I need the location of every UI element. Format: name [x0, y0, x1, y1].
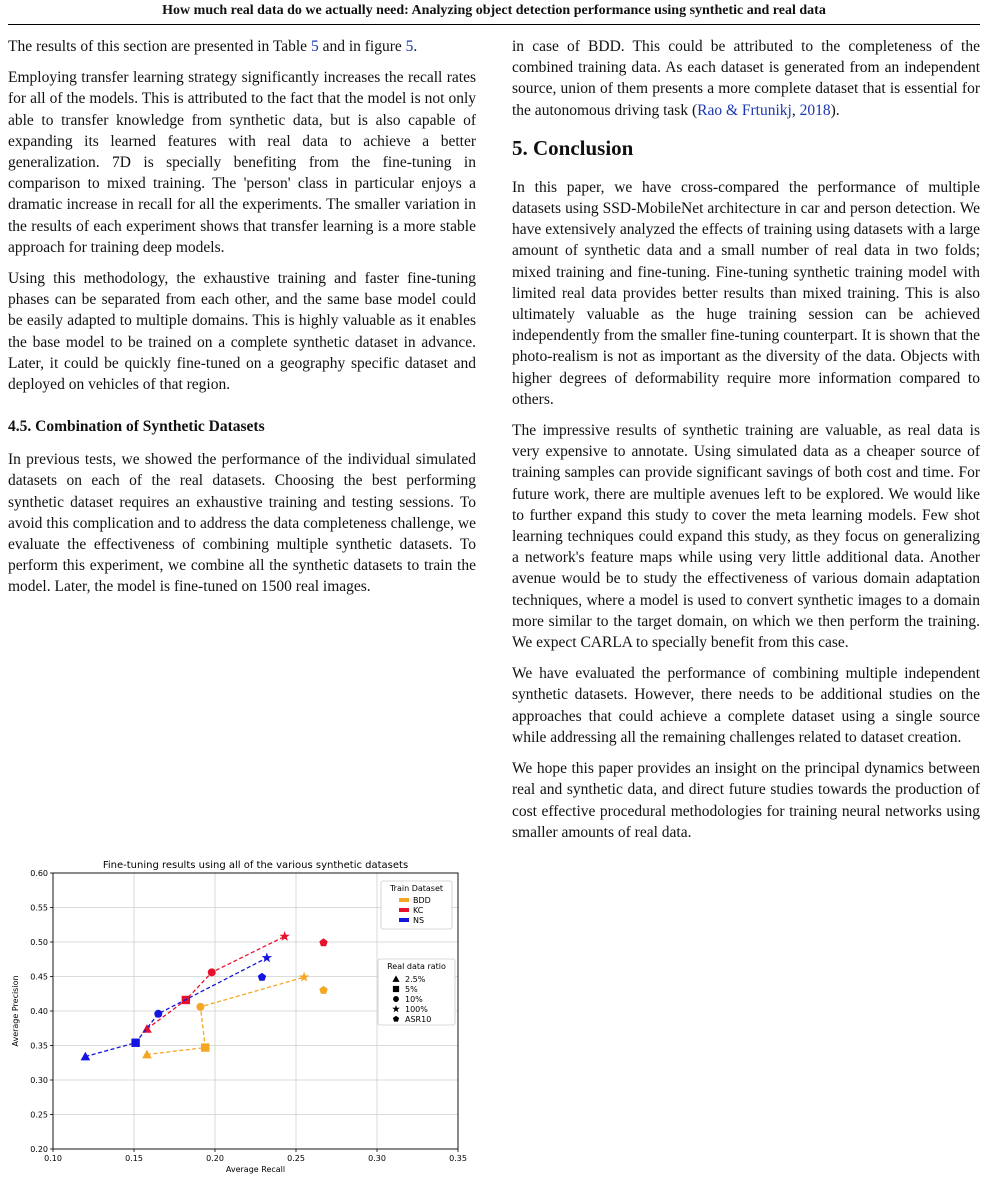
text: The results of this section are presented in Table	[8, 38, 311, 55]
legend-ratio-label: 100%	[405, 1005, 428, 1014]
legend-ratios-title: Real data ratio	[387, 962, 446, 971]
figure-chart	[0, 843, 480, 1181]
legend-ratio-label: ASR10	[405, 1015, 432, 1024]
legend-swatch-bdd	[399, 898, 409, 902]
paragraph: In this paper, we have cross-compared the performance of multiple datasets using SSD-MobileNet architecture in car and person detection. We have extensively analyzed the effects of training using datasets with a large amount of synthetic data and a small number of real data in two folds; mixed training and fine-tuning. Fine-tuning synthetic training model with limited real data provides better results than mixed training. This is also ultimately valuable as the huge training session can be achieved independently from the smaller fine-tuning counterpart. It is shown that the photo-realism is not as important as the diversity of the data. Objects with higher degrees of deformability require more information compared to others.	[512, 178, 980, 408]
data-point-kc-circle	[208, 968, 216, 976]
legend-marker-square	[393, 986, 399, 992]
citation-year-link[interactable]: 2018	[799, 101, 831, 119]
data-point-bdd-square	[201, 1043, 209, 1051]
paragraph: We have evaluated the performance of combining multiple independent synthetic datasets. However, there needs to be additional studies on the approaches that could achieve a complete dataset using a single source while addressing all the remaining challenges related to dataset creation.	[512, 665, 980, 746]
y-tick-label: 0.55	[30, 903, 48, 913]
paragraph: Using this methodology, the exhaustive training and faster fine-tuning phases can be separated from each other, and the same base model could be easily adapted to multiple domains. This is highly valuable as it enables the base model to be trained on a complete synthetic dataset in advance. Later, it could be quickly fine-tuned on a geography specific dataset and deployed on vehicles of that region.	[8, 270, 476, 394]
paragraph	[512, 36, 980, 121]
paragraph: In previous tests, we showed the performance of the individual simulated datasets on each of the real datasets. Choosing the best performing synthetic dataset requires an exhaustive training and testing sessions. To avoid this complication and to address the data completeness challenge, we evaluate the effectiveness of combining multiple synthetic datasets. To perform this experiment, we combine all the synthetic datasets to train the model. Later, the model is fine-tuned on 1500 real images.	[8, 451, 476, 596]
y-tick-label: 0.30	[30, 1076, 48, 1085]
x-tick-label: 0.20	[206, 1154, 224, 1163]
paragraph: The impressive results of synthetic training are valuable, as real data is very expensive to annotate. Using simulated data as a cheaper source of training samples can provide significant savings of both cost and time. For future work, there are multiple avenues left to be explored. We would like to further expand this study to cover the meta learning models. Few shot learning techniques could expand this study, as they focus on generalizing a network's feature maps while using very little additional data. Another avenue would be to study the effectiveness of various domain adaptation techniques, where a model is used to convert synthetic images to a domain more similar to the target domain, on which we then perform the training. We expect CARLA to specially benefit from this case.	[512, 422, 980, 652]
chart-title: Fine-tuning results using all of the various synthetic datasets	[102, 860, 409, 871]
paragraph: Employing transfer learning strategy significantly increases the recall rates for all of the models. This is attributed to the fact that the model is not only able to transfer knowledge from synthetic data, but is also capable of expanding its learned features with real data to achieve a better generalization. 7D is specially benefiting from the fine-tuning in comparison to mixed training. The 'person' class in particular enjoys a dramatic increase in recall for all the experiments. The smaller variation in the results of each experiment shows that transfer learning is a more stable approach for training deep models.	[8, 69, 476, 256]
legend-label-bdd: BDD	[413, 896, 431, 905]
y-tick-label: 0.50	[30, 938, 48, 947]
x-tick-label: 0.15	[125, 1154, 143, 1163]
x-axis-label: Average Recall	[225, 1165, 286, 1174]
text: ).	[830, 101, 840, 119]
scatter-chart	[0, 843, 480, 1181]
y-axis-label: Average Precision	[11, 975, 20, 1047]
legend-label-kc: KC	[413, 906, 424, 915]
legend-ratio-label: 2.5%	[405, 975, 426, 984]
y-tick-label: 0.40	[30, 1007, 48, 1016]
y-tick-label: 0.45	[30, 972, 48, 982]
legend-marker-circle	[393, 996, 399, 1002]
citation-link[interactable]: Rao & Frtunikj	[697, 101, 792, 119]
data-point-ns-circle	[154, 1010, 162, 1018]
text: ,	[791, 101, 800, 119]
legend-ratio-label: 10%	[405, 995, 423, 1004]
section-heading: 5. Conclusion	[512, 135, 634, 160]
figure-ref-link[interactable]: 5	[405, 38, 414, 55]
legend-datasets-title: Train Dataset	[389, 884, 444, 893]
paragraph	[8, 36, 476, 57]
table-ref-link[interactable]: 5	[310, 38, 319, 55]
subsection-heading: 4.5. Combination of Synthetic Datasets	[8, 418, 265, 436]
legend-ratio-label: 5%	[405, 985, 418, 994]
legend-swatch-ns	[399, 918, 409, 922]
x-tick-label: 0.35	[449, 1154, 467, 1163]
left-column	[8, 36, 476, 608]
y-tick-label: 0.60	[30, 869, 48, 878]
x-tick-label: 0.25	[287, 1154, 305, 1163]
text: .	[413, 38, 418, 55]
y-tick-label: 0.20	[30, 1145, 48, 1154]
data-point-bdd-circle	[196, 1003, 204, 1011]
y-tick-label: 0.25	[30, 1110, 48, 1120]
text: and in figure	[318, 38, 406, 55]
paragraph: We hope this paper provides an insight on the principal dynamics between real and synthetic data, and direct future studies towards the production of cost effective procedural methodologies for training neural networks using smaller amounts of real data.	[512, 760, 980, 841]
page-header: How much real data do we actually need: Analyzing object detection performance using synthetic and real data	[8, 2, 980, 25]
legend-label-ns: NS	[413, 916, 425, 925]
text: in case of BDD. This could be attributed to the completeness of the combined training data. As each dataset is generated from an independent source, union of them presents a more complete dataset that is essential for the autonomous driving task (	[512, 38, 980, 119]
y-tick-label: 0.35	[30, 1041, 48, 1051]
right-column	[512, 36, 980, 853]
x-tick-label: 0.30	[368, 1154, 386, 1163]
data-point-ns-square	[131, 1039, 139, 1047]
x-tick-label: 0.10	[44, 1154, 62, 1163]
legend-swatch-kc	[399, 908, 409, 912]
